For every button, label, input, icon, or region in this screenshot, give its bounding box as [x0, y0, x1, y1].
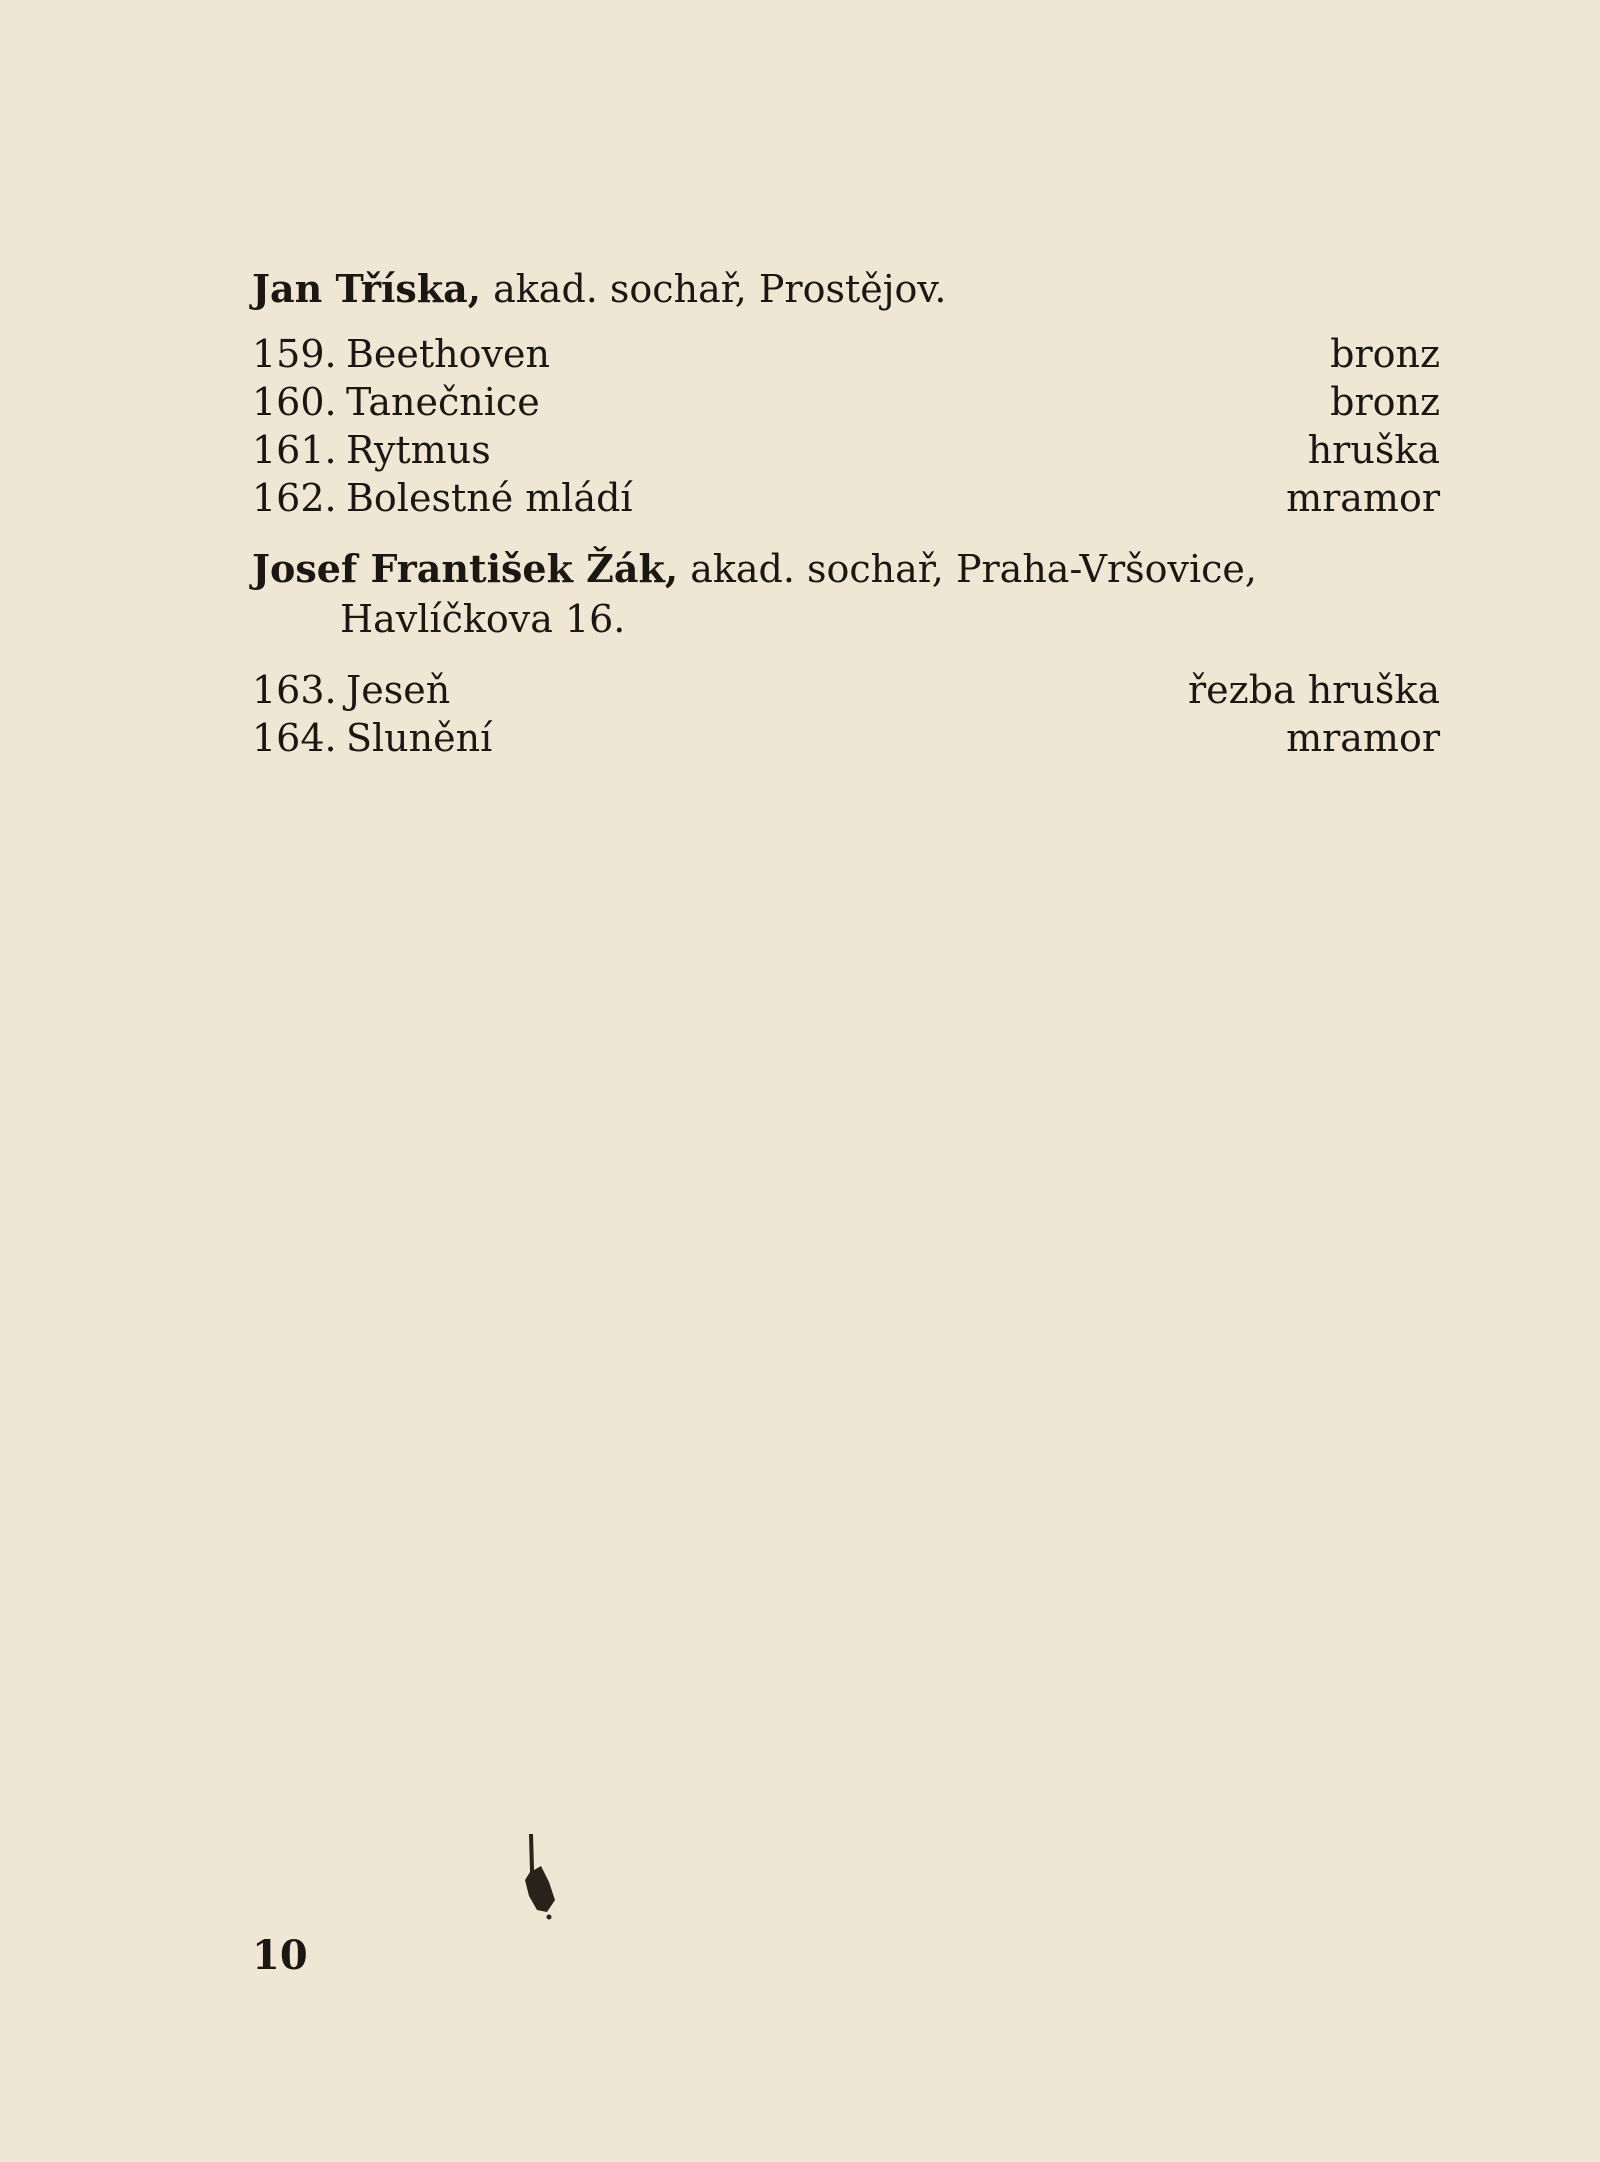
artwork-entry: [252, 426, 1440, 474]
catalog-content: [252, 262, 1440, 762]
page-number: 10: [252, 1932, 308, 1979]
entry-number: 161.: [252, 428, 337, 472]
author-details: akad. sochař, Praha-Vršovice,: [690, 547, 1257, 591]
entry-number: 163.: [252, 668, 337, 712]
artwork-entry: [252, 474, 1440, 522]
author-name: Jan Tříska,: [252, 266, 482, 311]
section-heading-1: [252, 262, 1440, 316]
author-details: akad. sochař, Prostějov.: [493, 267, 947, 311]
entry-title: Bolestné mládí: [346, 476, 633, 520]
entry-title: Jeseň: [346, 668, 451, 712]
artwork-entry: [252, 714, 1440, 762]
entry-material: mramor: [1286, 716, 1440, 760]
entry-material: řezba hruška: [1187, 668, 1440, 712]
entry-number: 160.: [252, 380, 337, 424]
entry-material: hruška: [1307, 428, 1440, 472]
author-name: Josef František Žák,: [252, 546, 679, 591]
entry-number: 159.: [252, 332, 337, 376]
artwork-entry: [252, 330, 1440, 378]
artwork-list-2: [252, 666, 1440, 762]
ink-smudge-icon: [515, 1830, 565, 1920]
artwork-list-1: [252, 330, 1440, 522]
entry-title: Tanečnice: [346, 380, 540, 424]
entry-material: bronz: [1330, 332, 1440, 376]
artwork-entry: [252, 666, 1440, 714]
entry-number: 164.: [252, 716, 337, 760]
entry-number: 162.: [252, 476, 337, 520]
artwork-entry: [252, 378, 1440, 426]
author-address: Havlíčkova 16.: [340, 597, 626, 641]
entry-title: Slunění: [346, 716, 493, 760]
entry-title: Beethoven: [346, 332, 550, 376]
entry-title: Rytmus: [346, 428, 491, 472]
entry-material: mramor: [1286, 476, 1440, 520]
section-heading-2: [252, 544, 1440, 644]
entry-material: bronz: [1330, 380, 1440, 424]
